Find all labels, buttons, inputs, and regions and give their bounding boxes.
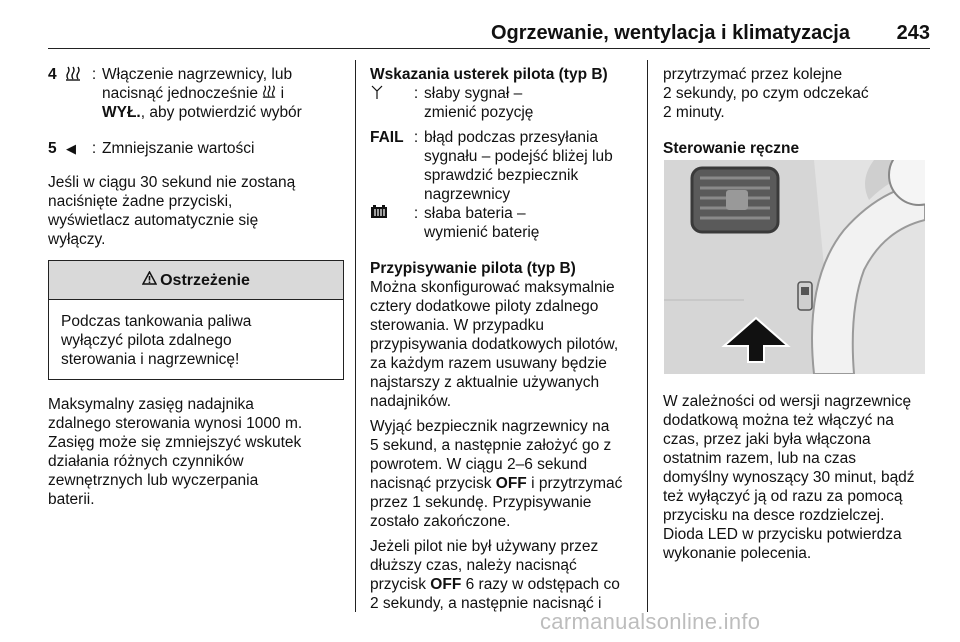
dashboard-illustration bbox=[664, 160, 925, 374]
heading-remote-errors: Wskazania usterek pilota (typ B) bbox=[370, 66, 608, 83]
text-line: słaba bateria – bbox=[424, 205, 526, 222]
text-line: przypisywania dodatkowych pilotów, bbox=[370, 336, 619, 353]
off-label: OFF bbox=[495, 475, 527, 492]
warning-header bbox=[49, 261, 343, 300]
antenna-icon bbox=[370, 84, 408, 122]
text-line: zmienić pozycję bbox=[424, 104, 534, 121]
text-line: wykonanie polecenia. bbox=[663, 545, 812, 562]
fail-key: FAIL bbox=[370, 129, 404, 146]
text-line: zdalnego sterowania wynosi 1000 m. bbox=[48, 415, 303, 432]
text-line: Dioda LED w przycisku potwierdza bbox=[663, 526, 902, 543]
paragraph-hold bbox=[663, 65, 933, 122]
text-line: i przytrzymać bbox=[526, 475, 623, 492]
text-line: wyłączy. bbox=[48, 231, 106, 248]
item-5-key: 5 bbox=[48, 140, 57, 157]
item-5-sep: : bbox=[91, 140, 97, 157]
text-line: błąd podczas przesyłania bbox=[424, 129, 599, 146]
paragraph-manual bbox=[663, 392, 933, 563]
text-line: nagrzewnicy bbox=[424, 186, 511, 203]
text-line: powrotem. W ciągu 2–6 sekund bbox=[370, 456, 588, 473]
text-line: sprawdzić bezpiecznik bbox=[424, 167, 579, 184]
text-line: wyłączyć pilota zdalnego bbox=[61, 332, 232, 349]
text-line: przytrzymać przez kolejne bbox=[663, 66, 843, 83]
item-4-sep: : bbox=[91, 66, 97, 83]
paragraph-fuse bbox=[370, 417, 642, 531]
text-line: dłuższy czas, należy nacisnąć bbox=[370, 557, 577, 574]
column-divider-2 bbox=[647, 60, 648, 612]
text-line: Wyjąć bezpiecznik nagrzewnicy na bbox=[370, 418, 610, 435]
item-4-line2-after: i bbox=[276, 85, 285, 102]
text-line: ostatnim razem, lub na czas bbox=[663, 450, 856, 467]
heater-icon bbox=[66, 65, 86, 122]
text-line: wyświetlacz automatycznie się bbox=[48, 212, 259, 229]
text-line: 2 minuty. bbox=[663, 104, 725, 121]
paragraph-unused bbox=[370, 537, 642, 613]
text-line: działania różnych czynników bbox=[48, 453, 244, 470]
text-line: dodatkową można też włączyć na bbox=[663, 412, 894, 429]
fail-item bbox=[370, 128, 642, 204]
text-line: 5 sekund, a następnie założyć go z bbox=[370, 437, 612, 454]
page-title: Ogrzewanie, wentylacja i klimatyzacja bbox=[490, 22, 850, 44]
heater-icon-inline bbox=[262, 85, 276, 102]
text-line: Można skonfigurować maksymalnie bbox=[370, 279, 615, 296]
weak-signal-item bbox=[370, 84, 642, 122]
text-line: domyślny wynoszący 30 minut, bądź bbox=[663, 469, 915, 486]
warning-box bbox=[48, 260, 344, 380]
item-4-line2: nacisnąć jednocześnie bbox=[102, 85, 258, 102]
sep: : bbox=[413, 205, 419, 222]
text-line: też wyłączyć ją od razu za pomocą bbox=[663, 488, 903, 505]
text-line: 2 sekundy, a następnie nacisnąć i bbox=[370, 595, 602, 612]
text-line: 2 sekundy, po czym odczekać bbox=[663, 85, 869, 102]
text-line: Jeżeli pilot nie był używany przez bbox=[370, 538, 599, 555]
battery-icon bbox=[370, 204, 408, 242]
text-line: zostało zakończone. bbox=[370, 513, 511, 530]
column-divider-1 bbox=[355, 60, 356, 612]
text-line: przycisku na desce rozdzielczej. bbox=[663, 507, 885, 524]
left-arrow-icon: ◀ bbox=[66, 141, 76, 156]
off-label: OFF bbox=[430, 576, 462, 593]
heading-assign-remote: Przypisywanie pilota (typ B) bbox=[370, 260, 576, 277]
text-line: nacisnąć przycisk bbox=[370, 475, 496, 492]
item-5-text: Zmniejszanie wartości bbox=[102, 140, 255, 157]
warning-title: Ostrzeżenie bbox=[160, 271, 250, 289]
low-battery-item bbox=[370, 204, 642, 242]
text-line: zewnętrznych lub wyczerpania bbox=[48, 472, 259, 489]
paragraph-assign bbox=[370, 278, 642, 411]
item-4-key: 4 bbox=[48, 66, 57, 83]
text-line: W zależności od wersji nagrzewnicę bbox=[663, 393, 912, 410]
paragraph-range bbox=[48, 395, 348, 509]
text-line: cztery dodatkowe piloty zdalnego bbox=[370, 298, 599, 315]
text-line: Jeśli w ciągu 30 sekund nie zostaną bbox=[48, 174, 296, 191]
paragraph-auto-off bbox=[48, 173, 348, 249]
column-2 bbox=[370, 65, 642, 613]
column-1 bbox=[48, 65, 348, 509]
item-4-off-label: WYŁ. bbox=[102, 104, 141, 121]
item-4 bbox=[48, 65, 348, 122]
text-line: najstarszy z aktualnie używanych bbox=[370, 374, 600, 391]
text-line: 6 razy w odstępach co bbox=[461, 576, 620, 593]
text-line: słaby sygnał – bbox=[424, 85, 523, 102]
text-line: za każdym razem usuwany będzie bbox=[370, 355, 607, 372]
text-line: czas, przez jaki była włączona bbox=[663, 431, 871, 448]
text-line: sygnału – podejść bliżej lub bbox=[424, 148, 613, 165]
warning-body bbox=[49, 300, 343, 379]
item-4-line1: Włączenie nagrzewnicy, lub bbox=[102, 66, 293, 83]
column-3 bbox=[663, 65, 933, 158]
text-line: Podczas tankowania paliwa bbox=[61, 313, 252, 330]
text-line: wymienić baterię bbox=[424, 224, 540, 241]
item-4-line3: , aby potwierdzić wybór bbox=[140, 104, 302, 121]
text-line: naciśnięte żadne przyciski, bbox=[48, 193, 233, 210]
text-line: Zasięg może się zmniejszyć wskutek bbox=[48, 434, 302, 451]
warning-triangle-icon bbox=[142, 271, 157, 290]
heading-manual-control: Sterowanie ręczne bbox=[663, 140, 800, 157]
item-5 bbox=[48, 139, 348, 158]
sep: : bbox=[413, 85, 419, 102]
text-line: nadajników. bbox=[370, 393, 452, 410]
page-number: 243 bbox=[896, 22, 930, 44]
watermark: carmanualsonline.info bbox=[540, 609, 761, 634]
text-line: Maksymalny zasięg nadajnika bbox=[48, 396, 254, 413]
text-line: sterowania i nagrzewnicę! bbox=[61, 351, 240, 368]
text-line: przez 1 sekundę. Przypisywanie bbox=[370, 494, 592, 511]
page-header bbox=[48, 22, 930, 49]
text-line: sterowania. W przypadku bbox=[370, 317, 545, 334]
text-line: przycisk bbox=[370, 576, 431, 593]
sep: : bbox=[413, 129, 419, 146]
text-line: baterii. bbox=[48, 491, 95, 508]
